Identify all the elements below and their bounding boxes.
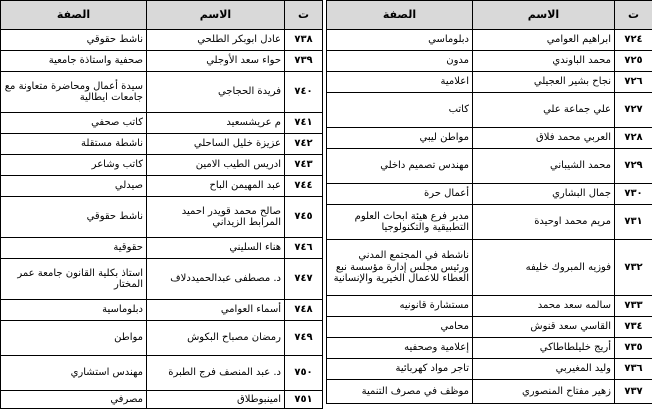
- row-role: دبلوماسي: [327, 30, 473, 51]
- row-number: ٧٤٨: [285, 300, 323, 321]
- row-role: حقوقية: [1, 238, 147, 259]
- row-name: مريم محمد اوحيدة: [473, 205, 615, 240]
- row-role: مستشارة قانونيه: [327, 296, 473, 317]
- table-row: [327, 359, 652, 380]
- row-name: م عريشسعيد: [147, 113, 285, 134]
- table-row: [327, 338, 652, 359]
- row-name: محمد الشيباني: [473, 149, 615, 184]
- row-role: تاجر مواد كهربائية: [327, 359, 473, 380]
- row-role: محامي: [327, 317, 473, 338]
- table-row: [327, 51, 652, 72]
- row-number: ٧٤٣: [285, 155, 323, 176]
- row-role: استاذ بكلية القانون جامعة عمر المختار: [1, 259, 147, 300]
- row-role: مدير فرع هيئة ابحاث العلوم التطبيقية والتكنولوجيا: [327, 205, 473, 240]
- row-number: ٧٢٦: [615, 72, 652, 93]
- table-row: [1, 30, 323, 51]
- roster-body-left: [1, 30, 323, 409]
- row-role: إعلامية وصحفيه: [327, 338, 473, 359]
- row-role: ناشط حقوقي: [1, 30, 147, 51]
- row-name: جمال البشاري: [473, 184, 615, 205]
- row-role: صحفية واستاذة جامعية: [1, 51, 147, 72]
- table-row: [327, 184, 652, 205]
- table-row: [327, 128, 652, 149]
- row-name: محمد الباوندي: [473, 51, 615, 72]
- row-name: سالمه سعد محمد: [473, 296, 615, 317]
- row-role: دبلوماسية: [1, 300, 147, 321]
- header-row: [1, 1, 323, 30]
- row-role: اعلامية: [327, 72, 473, 93]
- table-row: [327, 149, 652, 184]
- header-row: [327, 1, 652, 30]
- row-name: أريج خليلطاطاكي: [473, 338, 615, 359]
- table-row: [1, 155, 323, 176]
- row-number: ٧٤٢: [285, 134, 323, 155]
- row-number: ٧٣٩: [285, 51, 323, 72]
- row-role: صيدلي: [1, 176, 147, 197]
- row-role: موظف في مصرف التنمية: [327, 380, 473, 404]
- row-number: ٧٣٣: [615, 296, 652, 317]
- table-row: [1, 134, 323, 155]
- row-number: ٧٢٥: [615, 51, 652, 72]
- row-number: ٧٣٤: [615, 317, 652, 338]
- row-role: مدون: [327, 51, 473, 72]
- row-role: مواطن: [1, 321, 147, 356]
- table-row: [1, 321, 323, 356]
- row-number: ٧٤٠: [285, 72, 323, 113]
- row-role: مهندس استشاري: [1, 356, 147, 391]
- row-number: ٧٤٧: [285, 259, 323, 300]
- roster-body-right: [327, 30, 652, 404]
- table-row: [1, 300, 323, 321]
- row-number: ٧٣٧: [615, 380, 652, 404]
- row-number: ٧٥١: [285, 391, 323, 409]
- row-number: ٧٣٢: [615, 240, 652, 296]
- table-row: [1, 113, 323, 134]
- table-row: [1, 51, 323, 72]
- row-role: مهندس تصميم داخلي: [327, 149, 473, 184]
- row-name: د. عبد المنصف فرج الطبرة: [147, 356, 285, 391]
- row-name: هناء السليني: [147, 238, 285, 259]
- row-name: فوزيه المبروك خليفه: [473, 240, 615, 296]
- row-number: ٧٤٩: [285, 321, 323, 356]
- table-row: [327, 317, 652, 338]
- row-role: كاتب: [327, 93, 473, 128]
- row-name: د. مصطفى عبدالحميددلاف: [147, 259, 285, 300]
- row-name: نجاح بشير العجيلي: [473, 72, 615, 93]
- row-role: ناشط حقوقي: [1, 197, 147, 238]
- header-number: ت: [615, 1, 652, 30]
- row-name: القاسي سعد قنوش: [473, 317, 615, 338]
- row-name: ادريس الطيب الامين: [147, 155, 285, 176]
- row-name: عبد المهيمن الباح: [147, 176, 285, 197]
- row-number: ٧٤٦: [285, 238, 323, 259]
- row-role: كاتب وشاعر: [1, 155, 147, 176]
- row-role: سيدة أعمال ومحاضرة متعاونة مع جامعات ايطالية: [1, 72, 147, 113]
- row-name: وليد المغيربي: [473, 359, 615, 380]
- table-row: [1, 197, 323, 238]
- row-number: ٧٣١: [615, 205, 652, 240]
- table-row: [1, 356, 323, 391]
- row-number: ٧٣٦: [615, 359, 652, 380]
- row-name: حواء سعد الأوجلي: [147, 51, 285, 72]
- row-name: صالح محمد قويدر احميد المرابط الزيداني: [147, 197, 285, 238]
- row-role: مصرفي: [1, 391, 147, 409]
- row-role: كاتب صحفي: [1, 113, 147, 134]
- header-role: الصفة: [327, 1, 473, 30]
- row-role: مواطن ليبي: [327, 128, 473, 149]
- row-number: ٧٣٠: [615, 184, 652, 205]
- row-name: عادل ابوبكر الطلحي: [147, 30, 285, 51]
- row-name: امينبوطلاق: [147, 391, 285, 409]
- row-number: ٧٢٧: [615, 93, 652, 128]
- row-role: ناشطة مستقلة: [1, 134, 147, 155]
- table-row: [1, 238, 323, 259]
- row-number: ٧٥٠: [285, 356, 323, 391]
- table-row: [1, 72, 323, 113]
- row-number: ٧٢٩: [615, 149, 652, 184]
- table-row: [327, 72, 652, 93]
- row-name: أسماء العوامي: [147, 300, 285, 321]
- header-name: الاسم: [473, 1, 615, 30]
- row-role: ناشطة في المجتمع المدني ورئيس مجلس إدارة مؤسسة نبع العطاء للاعمال الخيرية والإنسانية: [327, 240, 473, 296]
- header-name: الاسم: [147, 1, 285, 30]
- row-number: ٧٣٨: [285, 30, 323, 51]
- roster-table-right: [326, 0, 652, 404]
- table-row: [327, 93, 652, 128]
- row-name: العربي محمد فلاق: [473, 128, 615, 149]
- table-row: [327, 205, 652, 240]
- row-number: ٧٢٤: [615, 30, 652, 51]
- header-number: ت: [285, 1, 323, 30]
- table-row: [327, 296, 652, 317]
- table-row: [1, 259, 323, 300]
- row-name: رمضان مصباح البكوش: [147, 321, 285, 356]
- row-name: فريدة الحجاجي: [147, 72, 285, 113]
- row-number: ٧٣٥: [615, 338, 652, 359]
- roster-table-left: [0, 0, 323, 409]
- table-row: [1, 176, 323, 197]
- table-row: [327, 240, 652, 296]
- row-number: ٧٤٥: [285, 197, 323, 238]
- row-name: علي جماعة علي: [473, 93, 615, 128]
- row-role: أعمال حرة: [327, 184, 473, 205]
- row-name: عزيزة خليل الساحلي: [147, 134, 285, 155]
- row-number: ٧٤٤: [285, 176, 323, 197]
- row-number: ٧٤١: [285, 113, 323, 134]
- table-row: [327, 30, 652, 51]
- row-name: زهير مفتاح المنصوري: [473, 380, 615, 404]
- row-name: ابراهيم العوامي: [473, 30, 615, 51]
- header-role: الصفة: [1, 1, 147, 30]
- row-number: ٧٢٨: [615, 128, 652, 149]
